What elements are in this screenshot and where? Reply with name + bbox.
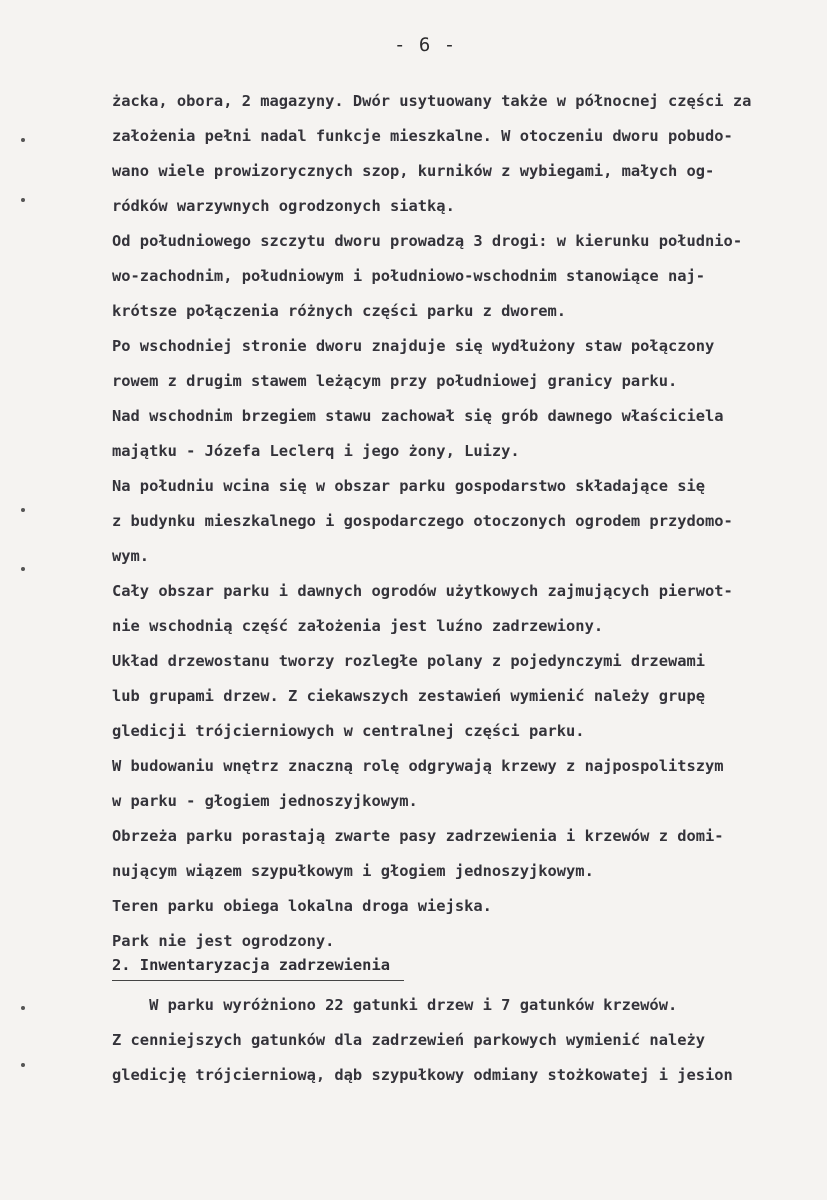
text-line: nującym wiązem szypułkowym i głogiem jednoszyjkowym. bbox=[112, 862, 594, 880]
binding-hole-mark bbox=[21, 508, 25, 512]
text-line: żacka, obora, 2 magazyny. Dwór usytuowany także w północnej części za bbox=[112, 92, 752, 110]
text-line: krótsze połączenia różnych części parku z dworem. bbox=[112, 302, 567, 320]
text-line: ródków warzywnych ogrodzonych siatką. bbox=[112, 197, 455, 215]
text-line: gledicji trójcierniowych w centralnej części parku. bbox=[112, 722, 585, 740]
text-line: założenia pełni nadal funkcje mieszkalne. W otoczeniu dworu pobudo- bbox=[112, 127, 733, 145]
binding-hole-mark bbox=[21, 567, 25, 571]
page-number: - 6 - bbox=[394, 34, 457, 56]
text-line: Po wschodniej stronie dworu znajduje się wydłużony staw połączony bbox=[112, 337, 715, 355]
binding-hole-mark bbox=[21, 138, 25, 142]
text-line: Obrzeża parku porastają zwarte pasy zadrzewienia i krzewów z domi- bbox=[112, 827, 724, 845]
text-line: wo-zachodnim, południowym i południowo-wschodnim stanowiące naj- bbox=[112, 267, 706, 285]
text-line: wym. bbox=[112, 547, 150, 565]
text-line: Od południowego szczytu dworu prowadzą 3 drogi: w kierunku południo- bbox=[112, 232, 743, 250]
text-line: Park nie jest ogrodzony. bbox=[112, 932, 335, 950]
text-line: nie wschodnią część założenia jest luźno zadrzewiony. bbox=[112, 617, 604, 635]
body-paragraphs bbox=[112, 84, 827, 959]
binding-hole-mark bbox=[21, 198, 25, 202]
text-line: Układ drzewostanu tworzy rozległe polany z pojedynczymi drzewami bbox=[112, 652, 706, 670]
section-heading-wrap bbox=[112, 950, 404, 981]
text-line: Z cenniejszych gatunków dla zadrzewień parkowych wymienić należy bbox=[112, 1031, 706, 1049]
binding-hole-mark bbox=[21, 1063, 25, 1067]
text-line: w parku - głogiem jednoszyjkowym. bbox=[112, 792, 418, 810]
text-line: majątku - Józefa Leclerq i jego żony, Luizy. bbox=[112, 442, 520, 460]
text-line: W parku wyróżniono 22 gatunki drzew i 7 gatunków krzewów. bbox=[112, 996, 678, 1014]
text-line: Cały obszar parku i dawnych ogrodów użytkowych zajmujących pierwot- bbox=[112, 582, 733, 600]
binding-hole-mark bbox=[21, 1006, 25, 1010]
text-line: wano wiele prowizorycznych szop, kurników z wybiegami, małych og- bbox=[112, 162, 715, 180]
text-line: lub grupami drzew. Z ciekawszych zestawień wymienić należy grupę bbox=[112, 687, 706, 705]
text-line: W budowaniu wnętrz znaczną rolę odgrywają krzewy z najpospolitszym bbox=[112, 757, 724, 775]
text-line: Na południu wcina się w obszar parku gospodarstwo składające się bbox=[112, 477, 706, 495]
section-paragraph bbox=[112, 988, 827, 1093]
text-line: Teren parku obiega lokalna droga wiejska. bbox=[112, 897, 492, 915]
text-line: gledicję trójcierniową, dąb szypułkowy odmiany stożkowatej i jesion bbox=[112, 1066, 733, 1084]
text-line: z budynku mieszkalnego i gospodarczego otoczonych ogrodem przydomo- bbox=[112, 512, 733, 530]
section-heading: 2. Inwentaryzacja zadrzewienia bbox=[112, 950, 404, 981]
text-line: Nad wschodnim brzegiem stawu zachował się grób dawnego właściciela bbox=[112, 407, 724, 425]
text-line: rowem z drugim stawem leżącym przy południowej granicy parku. bbox=[112, 372, 678, 390]
